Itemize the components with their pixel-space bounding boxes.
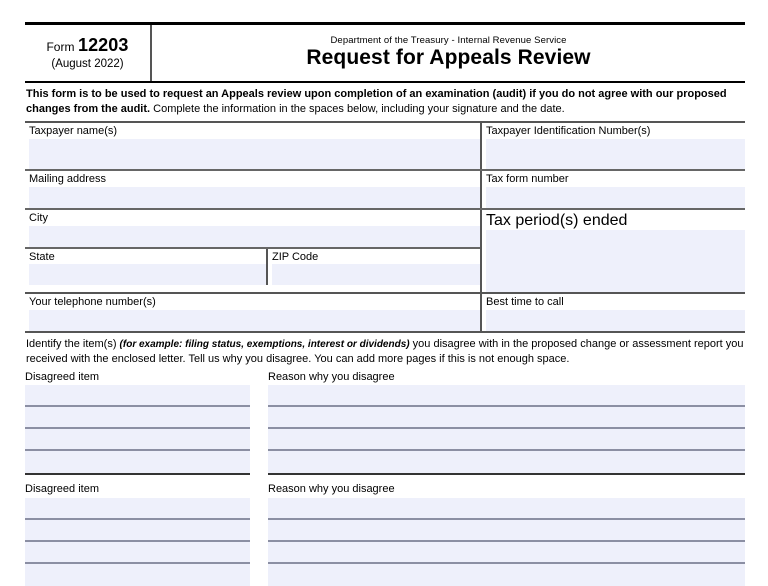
field-taxpayer-id[interactable] [480,123,745,169]
field-taxpayer-name-input[interactable] [29,139,480,169]
form-revision-date: (August 2022) [51,58,124,71]
field-tax-period-ended-label: Tax period(s) ended [486,211,628,229]
disagreed-block-2 [25,482,745,585]
write-line[interactable] [25,498,250,520]
form-header [25,22,745,83]
form-number-line [46,36,128,56]
reason-label-1: Reason why you disagree [268,370,395,383]
write-line[interactable] [268,407,745,429]
field-best-time-to-call[interactable] [480,294,745,331]
write-line[interactable] [25,520,250,542]
field-zip-code[interactable] [266,249,480,286]
column-gap [250,370,268,475]
field-tax-form-number[interactable] [480,171,745,208]
column-gap [250,482,268,585]
write-line[interactable] [268,542,745,564]
agency-name: Department of the Treasury - Internal Revenue Service [330,35,567,47]
field-mailing-address-label: Mailing address [29,173,107,186]
form-label: Form [46,39,75,54]
write-line[interactable] [268,564,745,586]
irs-form-12203 [25,22,745,586]
write-line[interactable] [268,429,745,451]
write-line[interactable] [25,407,250,429]
disagreed-item-column-1 [25,370,250,475]
write-line[interactable] [268,498,745,520]
block-divider [268,473,745,475]
write-line[interactable] [25,451,250,473]
disagreed-item-input-2[interactable] [25,498,250,586]
field-state-input[interactable] [29,264,266,285]
row-telephone [25,294,745,333]
field-taxpayer-id-input[interactable] [486,139,745,169]
intro-paragraph [25,83,745,123]
row-city-state-taxperiod [25,210,745,294]
field-tax-period-ended[interactable] [480,210,745,292]
page-title: Request for Appeals Review [306,46,591,70]
field-tax-form-number-input[interactable] [486,187,745,208]
reason-column-1 [268,370,745,475]
row-mailing-address [25,171,745,210]
identify-lead-text: Identify the item(s) [26,337,120,350]
field-tax-form-number-label: Tax form number [486,173,569,186]
disagreed-item-column-2 [25,482,250,585]
field-best-time-to-call-input[interactable] [486,310,745,331]
write-line[interactable] [25,385,250,407]
reason-column-2 [268,482,745,585]
identify-example-text: (for example: filing status, exemptions, interest or dividends) [119,338,410,350]
form-title-box [152,25,745,81]
field-mailing-address-input[interactable] [29,187,480,208]
intro-bold-text: This form is to be used to request an Appeals review upon completion of an examination (audit) if you do not agree with our proposed changes from the audit. [26,88,727,116]
field-telephone-label: Your telephone number(s) [29,295,156,308]
field-tax-period-ended-input[interactable] [486,230,745,292]
reason-label-2: Reason why you disagree [268,483,395,496]
field-telephone-input[interactable] [29,310,480,331]
row-state-zip [25,249,480,286]
form-number: 12203 [77,34,129,55]
disagreed-item-input-1[interactable] [25,385,250,473]
field-state-label: State [29,250,55,263]
row-city [25,210,480,249]
reason-input-1[interactable] [268,385,745,473]
block-divider [25,473,250,475]
field-taxpayer-id-label: Taxpayer Identification Number(s) [486,125,651,138]
field-zip-code-input[interactable] [272,264,480,285]
form-identifier-box [25,25,152,81]
write-line[interactable] [25,429,250,451]
identify-paragraph [25,333,745,370]
block-spacer [25,475,745,482]
write-line[interactable] [268,520,745,542]
city-state-column [25,210,480,292]
taxpayer-info-grid [25,123,745,332]
disagreed-item-label-1: Disagreed item [25,370,99,383]
field-best-time-to-call-label: Best time to call [486,295,564,308]
intro-normal-text: Complete the information in the spaces below, including your signature and the date. [150,103,565,116]
write-line[interactable] [25,564,250,586]
identify-rest-text: you disagree with in the proposed change or assessment report you received with the enclosed letter. Tell us why you disagree. You can add more pages if this is not enough space. [26,337,744,365]
write-line[interactable] [25,542,250,564]
disagreed-item-label-2: Disagreed item [25,483,99,496]
field-telephone[interactable] [25,294,480,331]
field-zip-code-label: ZIP Code [272,250,319,263]
write-line[interactable] [268,451,745,473]
write-line[interactable] [268,385,745,407]
field-city-input[interactable] [29,226,480,247]
field-taxpayer-name[interactable] [25,123,480,169]
field-city[interactable] [25,210,480,247]
field-city-label: City [29,211,48,224]
field-mailing-address[interactable] [25,171,480,208]
reason-input-2[interactable] [268,498,745,586]
row-taxpayer-name [25,123,745,171]
disagreed-block-1 [25,370,745,475]
field-taxpayer-name-label: Taxpayer name(s) [29,125,118,138]
field-state[interactable] [25,249,266,286]
